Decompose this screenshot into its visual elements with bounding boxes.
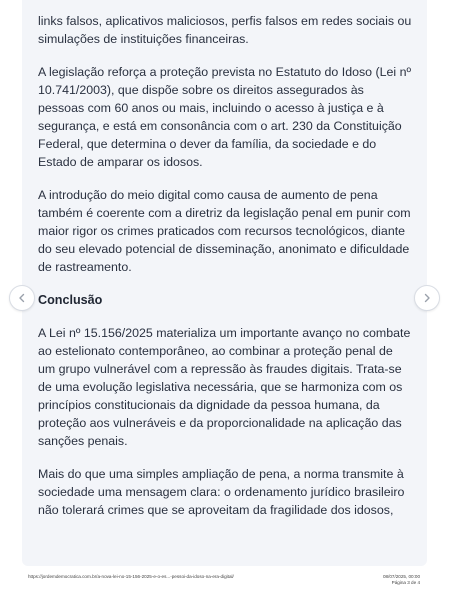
paragraph-fraud-examples: links falsos, aplicativos maliciosos, perfis falsos em redes sociais ou simulações de instituições financeiras. (38, 14, 412, 46)
paragraph-digital-means: A introdução do meio digital como causa de aumento de pena também é coerente com a diretriz da legislação penal em punir com maior rigor os crimes praticados com recursos tecnológicos, diante do seu elevado potencial de disseminação, anonimato e dificuldade de rastreamento. (38, 188, 411, 274)
footer-date: 08/07/2025, 00:00 (382, 574, 420, 579)
previous-page-button[interactable] (9, 285, 35, 311)
chevron-left-icon (17, 293, 27, 303)
article-page (22, 0, 427, 566)
paragraph-estatuto-idoso: A legislação reforça a proteção prevista no Estatuto do Idoso (Lei nº 10.741/2003), que dispõe sobre os direitos assegurados às pessoas com 60 anos ou mais, incluindo o acesso à justiça e à segurança, e está em consonância com o art. 230 da Constituição Federal, que determina o dever da família, da sociedade e do Estado de amparar os idosos. (38, 65, 412, 169)
next-page-button[interactable] (414, 285, 440, 311)
paragraph-conclusion: A Lei nº 15.156/2025 materializa um importante avanço no combate ao estelionato contemporâneo, ao combinar a proteção penal de um grupo vulnerável com a repressão às fraudes digitais. Trata-se de uma evolução legislativa necessária, que se harmoniza com os princípios constitucionais da dignidade da pessoa humana, da proteção aos vulneráveis e da proporcionalidade na aplicação das sanções penais. (38, 326, 411, 448)
article-content (38, 12, 413, 534)
footer-page-number: Página 3 de 4 (391, 580, 420, 585)
footer-url: https://jordemdemocratica.com.br/a-nova-lei-no-15-156-2025-e-o-es...-pessoi-da-idoso-na-era-digital/ (28, 574, 234, 579)
paragraph-message: Mais do que uma simples ampliação de pena, a norma transmite à sociedade uma mensagem clara: o ordenamento jurídico brasileiro não tolerará crimes que se aproveitam da fragilidade dos idosos, (38, 467, 405, 517)
chevron-right-icon (422, 293, 432, 303)
section-heading-conclusao: Conclusão (38, 293, 103, 307)
footer-meta (360, 574, 420, 586)
